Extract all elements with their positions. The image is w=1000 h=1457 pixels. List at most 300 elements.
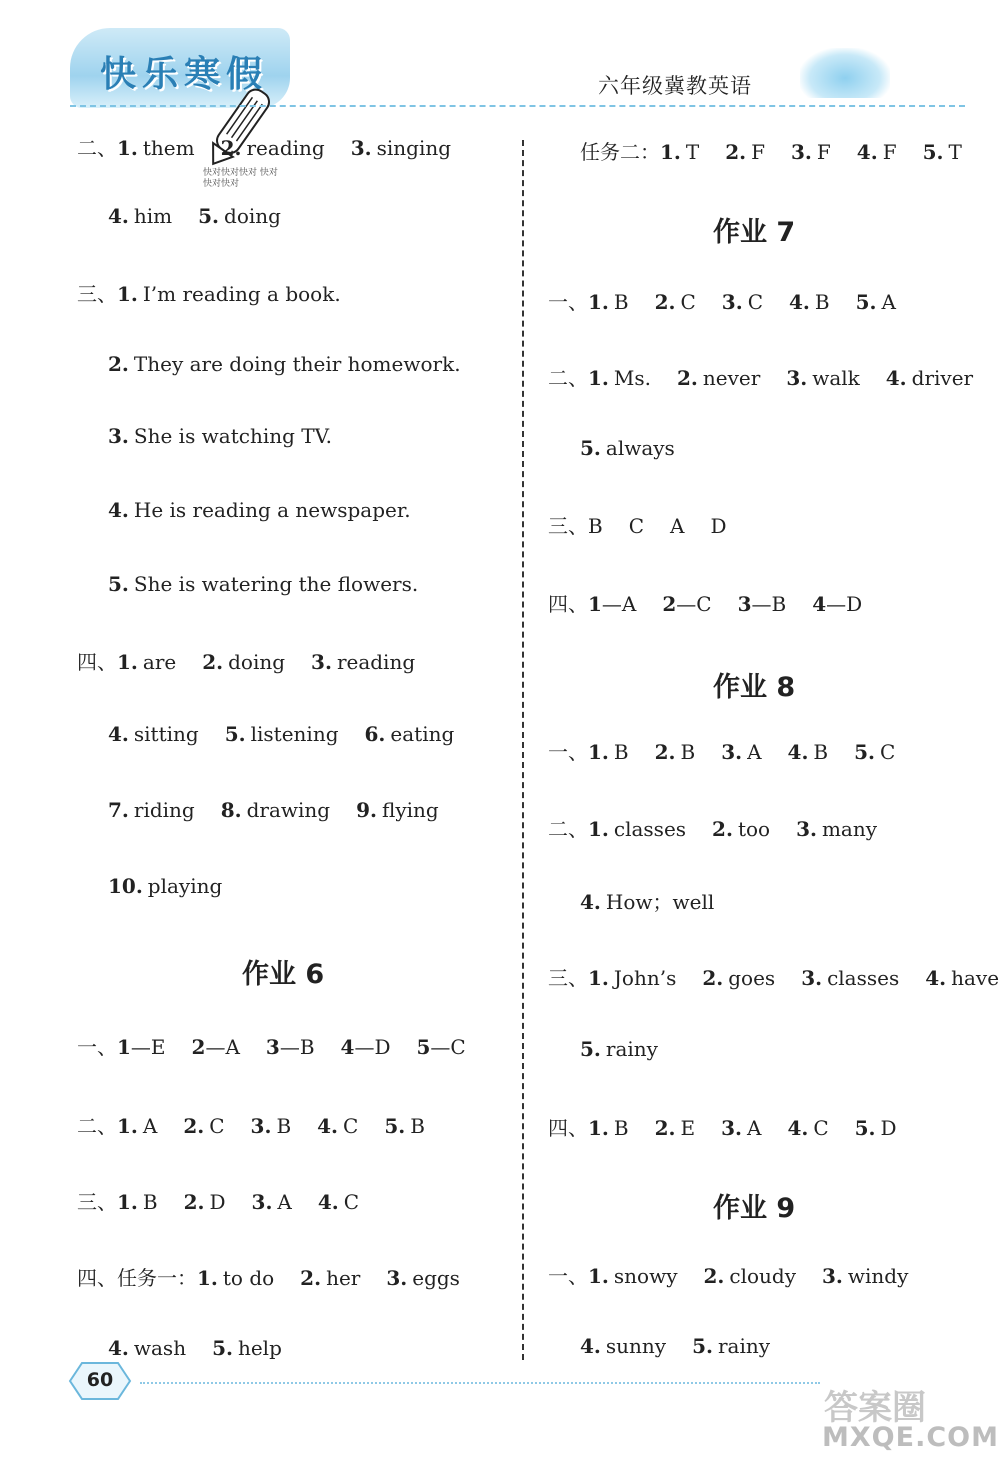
answer-line: [108, 498, 437, 522]
answer-number: 1.: [117, 650, 138, 674]
answer-number: 4.: [108, 1336, 129, 1360]
question-section-label: 四、: [548, 1116, 588, 1140]
answer-number: 1.: [588, 290, 609, 314]
answer-number: 2.: [108, 352, 129, 376]
answer-text: John’s: [613, 966, 677, 990]
question-section-label: 四、: [77, 650, 117, 674]
answer-line: [548, 286, 922, 315]
answer-number: 2.: [712, 817, 733, 841]
answer-text: C: [747, 290, 763, 314]
answer-number: 3: [737, 592, 752, 616]
answer-item: [855, 1116, 897, 1140]
answer-text: E: [680, 1116, 696, 1140]
answer-text: sunny: [605, 1334, 667, 1358]
question-section-label: 一、: [548, 1264, 588, 1288]
answer-text: —C: [430, 1035, 466, 1059]
answer-item: [886, 366, 973, 390]
answer-line: [108, 1336, 308, 1360]
answer-text: A: [277, 1190, 292, 1214]
answer-line: [580, 886, 740, 915]
answer-line: [108, 352, 487, 376]
answer-item: [386, 1266, 460, 1290]
answer-item: [417, 1035, 466, 1059]
answer-number: 1.: [197, 1266, 218, 1290]
answer-text: B: [680, 740, 696, 764]
answer-line: [108, 424, 358, 448]
answer-text: riding: [133, 798, 195, 822]
answer-item: [317, 1114, 358, 1138]
answer-number: 3.: [350, 136, 372, 160]
answer-line: [77, 278, 367, 307]
answer-number: 1.: [660, 140, 681, 164]
section-heading: 作业 6: [242, 959, 325, 990]
answer-number: 5.: [198, 204, 220, 228]
answer-line: [548, 588, 888, 617]
answer-text: B: [613, 1116, 629, 1140]
answer-number: 3.: [721, 740, 743, 764]
answer-text: doing: [228, 650, 286, 674]
answer-item: [588, 817, 686, 841]
answer-text: goes: [728, 966, 776, 990]
answer-item: [108, 498, 411, 522]
answer-text: have: [951, 966, 1000, 990]
answer-text: A: [747, 740, 762, 764]
answer-number: 5.: [692, 1334, 713, 1358]
page-number-text: 60: [86, 1369, 114, 1391]
answer-number: 1.: [117, 282, 138, 306]
answer-item: [197, 1266, 274, 1290]
answer-text: C: [343, 1190, 360, 1214]
answer-number: 1.: [117, 1190, 138, 1214]
answer-item: [351, 136, 451, 160]
answer-number: 2.: [654, 290, 676, 314]
answer-item: [801, 966, 899, 990]
answer-item: [854, 740, 895, 764]
answer-item: [662, 592, 711, 616]
answer-number: 5.: [580, 1037, 601, 1061]
answer-number: 4: [340, 1035, 355, 1059]
answer-line: [108, 204, 307, 228]
answer-text: driver: [911, 366, 974, 390]
answer-item: [108, 572, 418, 596]
answer-text: —D: [826, 592, 863, 616]
answer-number: 3.: [822, 1264, 843, 1288]
answer-number: 4.: [317, 1114, 339, 1138]
answer-text: She is watering the flowers.: [133, 572, 419, 596]
answer-item: [108, 352, 461, 376]
answer-item: [721, 740, 761, 764]
answer-text: doing: [224, 204, 281, 228]
header-title: 六年级冀教英语: [598, 74, 752, 98]
answer-text: T: [948, 140, 962, 164]
answer-item: [365, 722, 455, 746]
answer-text: C: [628, 514, 645, 538]
answer-text: B: [142, 1190, 158, 1214]
answer-text: wash: [133, 1336, 187, 1360]
answer-number: 5.: [108, 572, 129, 596]
answer-number: 3.: [108, 424, 129, 448]
watermark-logo-text: 答案圈: [824, 1388, 926, 1428]
answer-item: [787, 1116, 828, 1140]
answer-number: 2.: [654, 1116, 676, 1140]
answer-item: [704, 1264, 797, 1288]
answer-line: [108, 798, 465, 822]
answer-number: 3: [265, 1035, 280, 1059]
answer-item: [108, 424, 332, 448]
answer-number: 5.: [580, 436, 601, 460]
answer-number: 1.: [588, 966, 609, 990]
answer-item: [384, 1114, 425, 1138]
answer-number: 2: [662, 592, 677, 616]
answer-item: [588, 966, 676, 990]
answer-number: 5.: [224, 722, 246, 746]
answer-text: help: [237, 1336, 282, 1360]
answer-text: —E: [130, 1035, 166, 1059]
pencil-note: 快对快对快对 快对快对快对: [203, 168, 278, 189]
answer-text: How；well: [605, 890, 715, 914]
answer-item: [117, 1035, 166, 1059]
answer-number: 4.: [317, 1190, 339, 1214]
answer-item: [192, 1035, 240, 1059]
answer-text: walk: [812, 366, 860, 390]
answer-text: A: [670, 514, 685, 538]
answer-number: 5.: [212, 1336, 233, 1360]
answer-line: [580, 1334, 796, 1358]
answer-line: [77, 646, 441, 675]
question-section-label: 三、: [548, 514, 588, 538]
answer-text: B: [613, 740, 629, 764]
answer-line: [548, 962, 1000, 991]
answer-item: [580, 1334, 666, 1358]
question-section-label: 三、: [548, 966, 588, 990]
answer-item: [251, 1114, 292, 1138]
header-rule: [70, 105, 965, 107]
answer-number: 3.: [311, 650, 332, 674]
answer-number: 2.: [725, 140, 747, 164]
answer-item: [212, 1336, 282, 1360]
answer-text: B: [410, 1114, 425, 1138]
answer-text: to do: [222, 1266, 275, 1290]
answer-number: 4.: [925, 966, 947, 990]
answer-text: C: [680, 290, 696, 314]
answer-line: [548, 362, 999, 391]
answer-line: [548, 736, 921, 765]
answer-text: them: [142, 136, 195, 160]
answer-number: 1.: [117, 136, 138, 160]
answer-item: [117, 650, 176, 674]
answer-item: [341, 1035, 391, 1059]
answer-line: [548, 1260, 934, 1289]
answer-number: 4: [812, 592, 827, 616]
answer-item: [266, 1035, 315, 1059]
answer-text: reading: [336, 650, 416, 674]
answer-item: [588, 1116, 629, 1140]
answer-text: eating: [390, 722, 455, 746]
answer-number: 2.: [202, 650, 224, 674]
answer-text: rainy: [605, 1037, 658, 1061]
answer-number: 1: [588, 592, 602, 616]
answer-number: 4.: [789, 290, 810, 314]
answer-text: sitting: [133, 722, 199, 746]
answer-item: [117, 136, 195, 160]
answer-item: [812, 592, 862, 616]
answer-line: [77, 1031, 492, 1060]
answer-text: C: [343, 1114, 359, 1138]
answer-item: [588, 592, 636, 616]
question-section-label: 一、: [548, 740, 588, 764]
answer-text: cloudy: [729, 1264, 797, 1288]
answer-item: [677, 366, 760, 390]
answer-item: [923, 140, 962, 164]
answer-line: [580, 136, 988, 165]
answer-number: 7.: [108, 798, 129, 822]
answer-number: 4.: [108, 498, 129, 522]
answer-number: 3.: [786, 366, 808, 390]
answer-number: 2: [191, 1035, 206, 1059]
answer-text: her: [326, 1266, 361, 1290]
answer-text: B: [613, 290, 629, 314]
answer-line: [108, 874, 248, 898]
page-header: [0, 0, 1000, 130]
question-section-label: 四、任务一：: [77, 1266, 197, 1290]
answer-number: 1.: [588, 1264, 609, 1288]
answer-line: [548, 1112, 923, 1141]
answer-number: 1.: [588, 817, 609, 841]
answer-item: [588, 290, 629, 314]
answer-item: [198, 204, 281, 228]
answer-number: 3.: [721, 290, 743, 314]
answer-item: [108, 874, 222, 898]
answer-text: —A: [205, 1035, 240, 1059]
answer-item: [221, 136, 325, 160]
answer-text: are: [142, 650, 177, 674]
answer-number: 5.: [854, 1116, 876, 1140]
answer-item: [702, 966, 775, 990]
answer-number: 4.: [885, 366, 907, 390]
answer-number: 2.: [220, 136, 242, 160]
answer-text: She is watching TV.: [133, 424, 332, 448]
answer-item: [108, 722, 199, 746]
answer-item: [721, 1116, 761, 1140]
question-section-label: 一、: [548, 290, 588, 314]
answer-item: [183, 1114, 224, 1138]
section-heading: 作业 7: [713, 217, 796, 248]
answer-number: 1.: [588, 1116, 609, 1140]
answer-text: reading: [246, 136, 325, 160]
answer-item: [788, 740, 829, 764]
answer-item: [655, 740, 696, 764]
answer-number: 1.: [117, 1114, 138, 1138]
answer-text: never: [702, 366, 761, 390]
answer-number: 8.: [220, 798, 242, 822]
answer-text: A: [142, 1114, 158, 1138]
answer-text: him: [133, 204, 173, 228]
answer-text: —A: [601, 592, 637, 616]
answer-item: [670, 514, 684, 538]
answer-item: [184, 1190, 226, 1214]
answer-text: —B: [279, 1035, 315, 1059]
watermark-url: MXQE.COM: [822, 1422, 999, 1453]
answer-text: B: [814, 290, 830, 314]
answer-item: [117, 1190, 158, 1214]
answer-text: F: [816, 140, 831, 164]
answer-number: 3.: [251, 1190, 273, 1214]
answer-item: [655, 1116, 696, 1140]
answer-item: [655, 290, 696, 314]
answer-number: 3.: [386, 1266, 408, 1290]
answer-number: 6.: [364, 722, 386, 746]
answer-number: 4.: [787, 740, 809, 764]
answer-text: listening: [250, 722, 339, 746]
answer-item: [588, 740, 629, 764]
answer-item: [857, 140, 897, 164]
answer-line: [580, 436, 701, 460]
question-section-label: 任务二：: [580, 140, 660, 164]
answer-number: 3.: [791, 140, 812, 164]
answer-line: [77, 1186, 385, 1215]
answer-text: B: [813, 740, 829, 764]
answer-number: 2.: [183, 1114, 205, 1138]
answer-text: F: [751, 140, 766, 164]
answer-text: always: [605, 436, 675, 460]
answer-text: playing: [147, 874, 223, 898]
answer-number: 3.: [721, 1116, 742, 1140]
answer-text: eggs: [412, 1266, 460, 1290]
answer-item: [789, 290, 830, 314]
page-number: [68, 1360, 132, 1402]
answer-item: [588, 514, 603, 538]
answer-number: 9.: [356, 798, 378, 822]
answer-item: [202, 650, 285, 674]
question-section-label: 二、: [548, 817, 588, 841]
answer-number: 5.: [855, 290, 877, 314]
answer-item: [252, 1190, 292, 1214]
answer-text: drawing: [246, 798, 331, 822]
answer-text: many: [821, 817, 878, 841]
answer-text: He is reading a newspaper.: [133, 498, 411, 522]
answer-number: 4.: [856, 140, 878, 164]
answer-line: [77, 132, 477, 161]
answer-number: 4.: [108, 204, 129, 228]
answer-text: D: [209, 1190, 226, 1214]
answer-text: Ms.: [613, 366, 651, 390]
answer-number: 10.: [108, 874, 143, 898]
answer-item: [580, 436, 675, 460]
answer-text: D: [710, 514, 727, 538]
answer-item: [221, 798, 330, 822]
answer-number: 2.: [654, 740, 676, 764]
answer-text: They are doing their homework.: [133, 352, 461, 376]
answer-item: [710, 514, 726, 538]
answer-number: 3.: [801, 966, 823, 990]
answer-item: [791, 140, 831, 164]
answer-item: [822, 1264, 908, 1288]
answer-item: [588, 366, 651, 390]
answer-text: D: [880, 1116, 897, 1140]
answer-text: —C: [676, 592, 712, 616]
answer-number: 5: [416, 1035, 431, 1059]
answer-item: [117, 1114, 157, 1138]
answer-number: 4.: [108, 722, 129, 746]
answer-number: 3.: [250, 1114, 272, 1138]
decorative-splash: [800, 48, 890, 98]
question-section-label: 一、: [77, 1035, 117, 1059]
answer-number: 4.: [580, 1334, 601, 1358]
answer-text: rainy: [718, 1334, 771, 1358]
answer-number: 3.: [796, 817, 817, 841]
answer-item: [108, 1336, 186, 1360]
answer-item: [738, 592, 787, 616]
answer-number: 2.: [702, 966, 724, 990]
answer-text: classes: [827, 966, 900, 990]
answer-item: [311, 650, 415, 674]
answer-text: T: [685, 140, 700, 164]
answer-item: [629, 514, 644, 538]
answer-number: 1.: [588, 740, 609, 764]
answer-item: [786, 366, 859, 390]
answer-number: 2.: [677, 366, 698, 390]
answer-item: [712, 817, 770, 841]
answer-text: singing: [376, 136, 452, 160]
answer-item: [108, 798, 195, 822]
answer-line: [548, 813, 903, 842]
answer-item: [318, 1190, 359, 1214]
answer-text: B: [276, 1114, 292, 1138]
answer-number: 5.: [854, 740, 876, 764]
answer-text: flying: [382, 798, 439, 822]
answer-item: [300, 1266, 360, 1290]
column-divider: [522, 140, 524, 1360]
section-heading: 作业 9: [713, 1193, 796, 1224]
logo-text: 快乐寒假: [100, 54, 269, 95]
answer-text: B: [588, 514, 603, 538]
footer-rule: [140, 1382, 820, 1384]
answer-item: [225, 722, 339, 746]
answer-line: [77, 1262, 486, 1291]
answer-line: [108, 572, 444, 596]
answer-number: 5.: [922, 140, 944, 164]
answer-text: A: [746, 1116, 762, 1140]
answer-item: [356, 798, 439, 822]
answer-item: [725, 140, 765, 164]
answer-text: A: [881, 290, 896, 314]
answer-number: 5.: [384, 1114, 406, 1138]
question-section-label: 二、: [77, 1114, 117, 1138]
question-section-label: 三、: [77, 1190, 117, 1214]
answer-line: [108, 722, 480, 746]
answer-item: [796, 817, 877, 841]
answer-text: C: [209, 1114, 225, 1138]
answer-item: [660, 140, 699, 164]
answer-number: 2.: [300, 1266, 322, 1290]
answer-line: [77, 1110, 451, 1139]
answer-line: [548, 510, 753, 539]
answer-item: [108, 204, 172, 228]
answer-text: —B: [751, 592, 787, 616]
question-section-label: 四、: [548, 592, 588, 616]
answer-item: [856, 290, 896, 314]
answer-text: too: [737, 817, 771, 841]
answer-number: 2.: [183, 1190, 205, 1214]
answer-item: [692, 1334, 770, 1358]
answer-item: [580, 1037, 658, 1061]
answer-text: snowy: [613, 1264, 678, 1288]
answer-text: C: [880, 740, 896, 764]
answer-text: —D: [354, 1035, 391, 1059]
answer-number: 4.: [787, 1116, 809, 1140]
question-section-label: 二、: [548, 366, 588, 390]
answer-item: [925, 966, 999, 990]
